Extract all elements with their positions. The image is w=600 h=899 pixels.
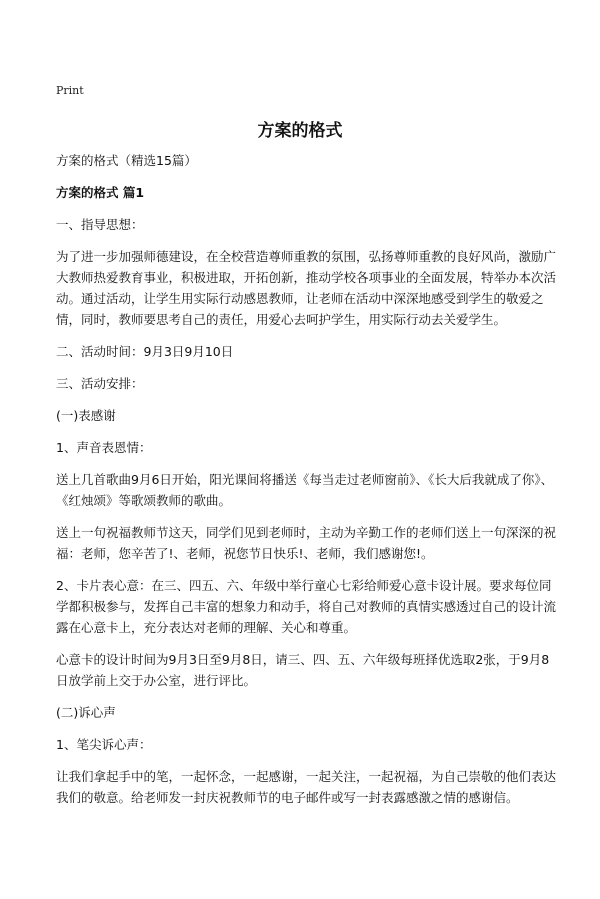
section-heading: 方案的格式 篇1 bbox=[56, 185, 145, 200]
paragraph: (一)表感谢 bbox=[56, 408, 116, 423]
paragraph: 2、卡片表心意：在三、四五、六、年级中举行童心七彩给师爱心意卡设计展。要求每位同学都积极参与，发挥自己丰富的想象力和动手，将自己对教师的真情实感透过自己的设计流露在心意卡上，充分表达对老师的理解、关心和尊重。 bbox=[56, 578, 557, 635]
document-body bbox=[56, 150, 560, 819]
paragraph: 1、声音表恩情： bbox=[56, 440, 152, 455]
print-link[interactable]: Print bbox=[56, 84, 84, 97]
paragraph: 一、指导思想： bbox=[56, 217, 144, 232]
paragraph: 送上一句祝福教师节这天，同学们见到老师时，主动为辛勤工作的老师们送上一句深深的祝福：老师，您辛苦了!、老师，祝您节日快乐!、老师，我们感谢您!。 bbox=[56, 525, 557, 561]
paragraph: 让我们拿起手中的笔，一起怀念，一起感谢，一起关注，一起祝福，为自己崇敬的他们表达我们的敬意。给老师发一封庆祝教师节的电子邮件或写一封表露感激之情的感谢信。 bbox=[56, 769, 557, 805]
paragraph: 为了进一步加强师德建设，在全校营造尊师重教的氛围，弘扬尊师重教的良好风尚，激励广大教师热爱教育事业，积极进取，开拓创新，推动学校各项事业的全面发展，特举办本次活动。通过活动，让学生用实际行动感恩教师，让老师在活动中深深地感受到学生的敬爱之情，同时，教师要思考自己的责任，用爱心去呵护学生，用实际行动去关爱学生。 bbox=[56, 249, 557, 327]
paragraph: 心意卡的设计时间为9月3日至9月8日，请三、四、五、六年级每班择优选取2张，于9月8日放学前上交于办公室，进行评比。 bbox=[56, 652, 550, 688]
paragraph: 方案的格式（精选15篇） bbox=[56, 153, 197, 168]
paragraph: 三、活动安排： bbox=[56, 376, 144, 391]
paragraph: 送上几首歌曲9月6日开始，阳光课间将播送《每当走过老师窗前》、《长大后我就成了你》、《红烛颂》等歌颂教师的歌曲。 bbox=[56, 472, 554, 508]
paragraph: (二)诉心声 bbox=[56, 705, 116, 720]
page-title: 方案的格式 bbox=[257, 121, 343, 141]
paragraph: 1、笔尖诉心声： bbox=[56, 737, 152, 752]
paragraph: 二、活动时间：9月3日9月10日 bbox=[56, 344, 234, 359]
